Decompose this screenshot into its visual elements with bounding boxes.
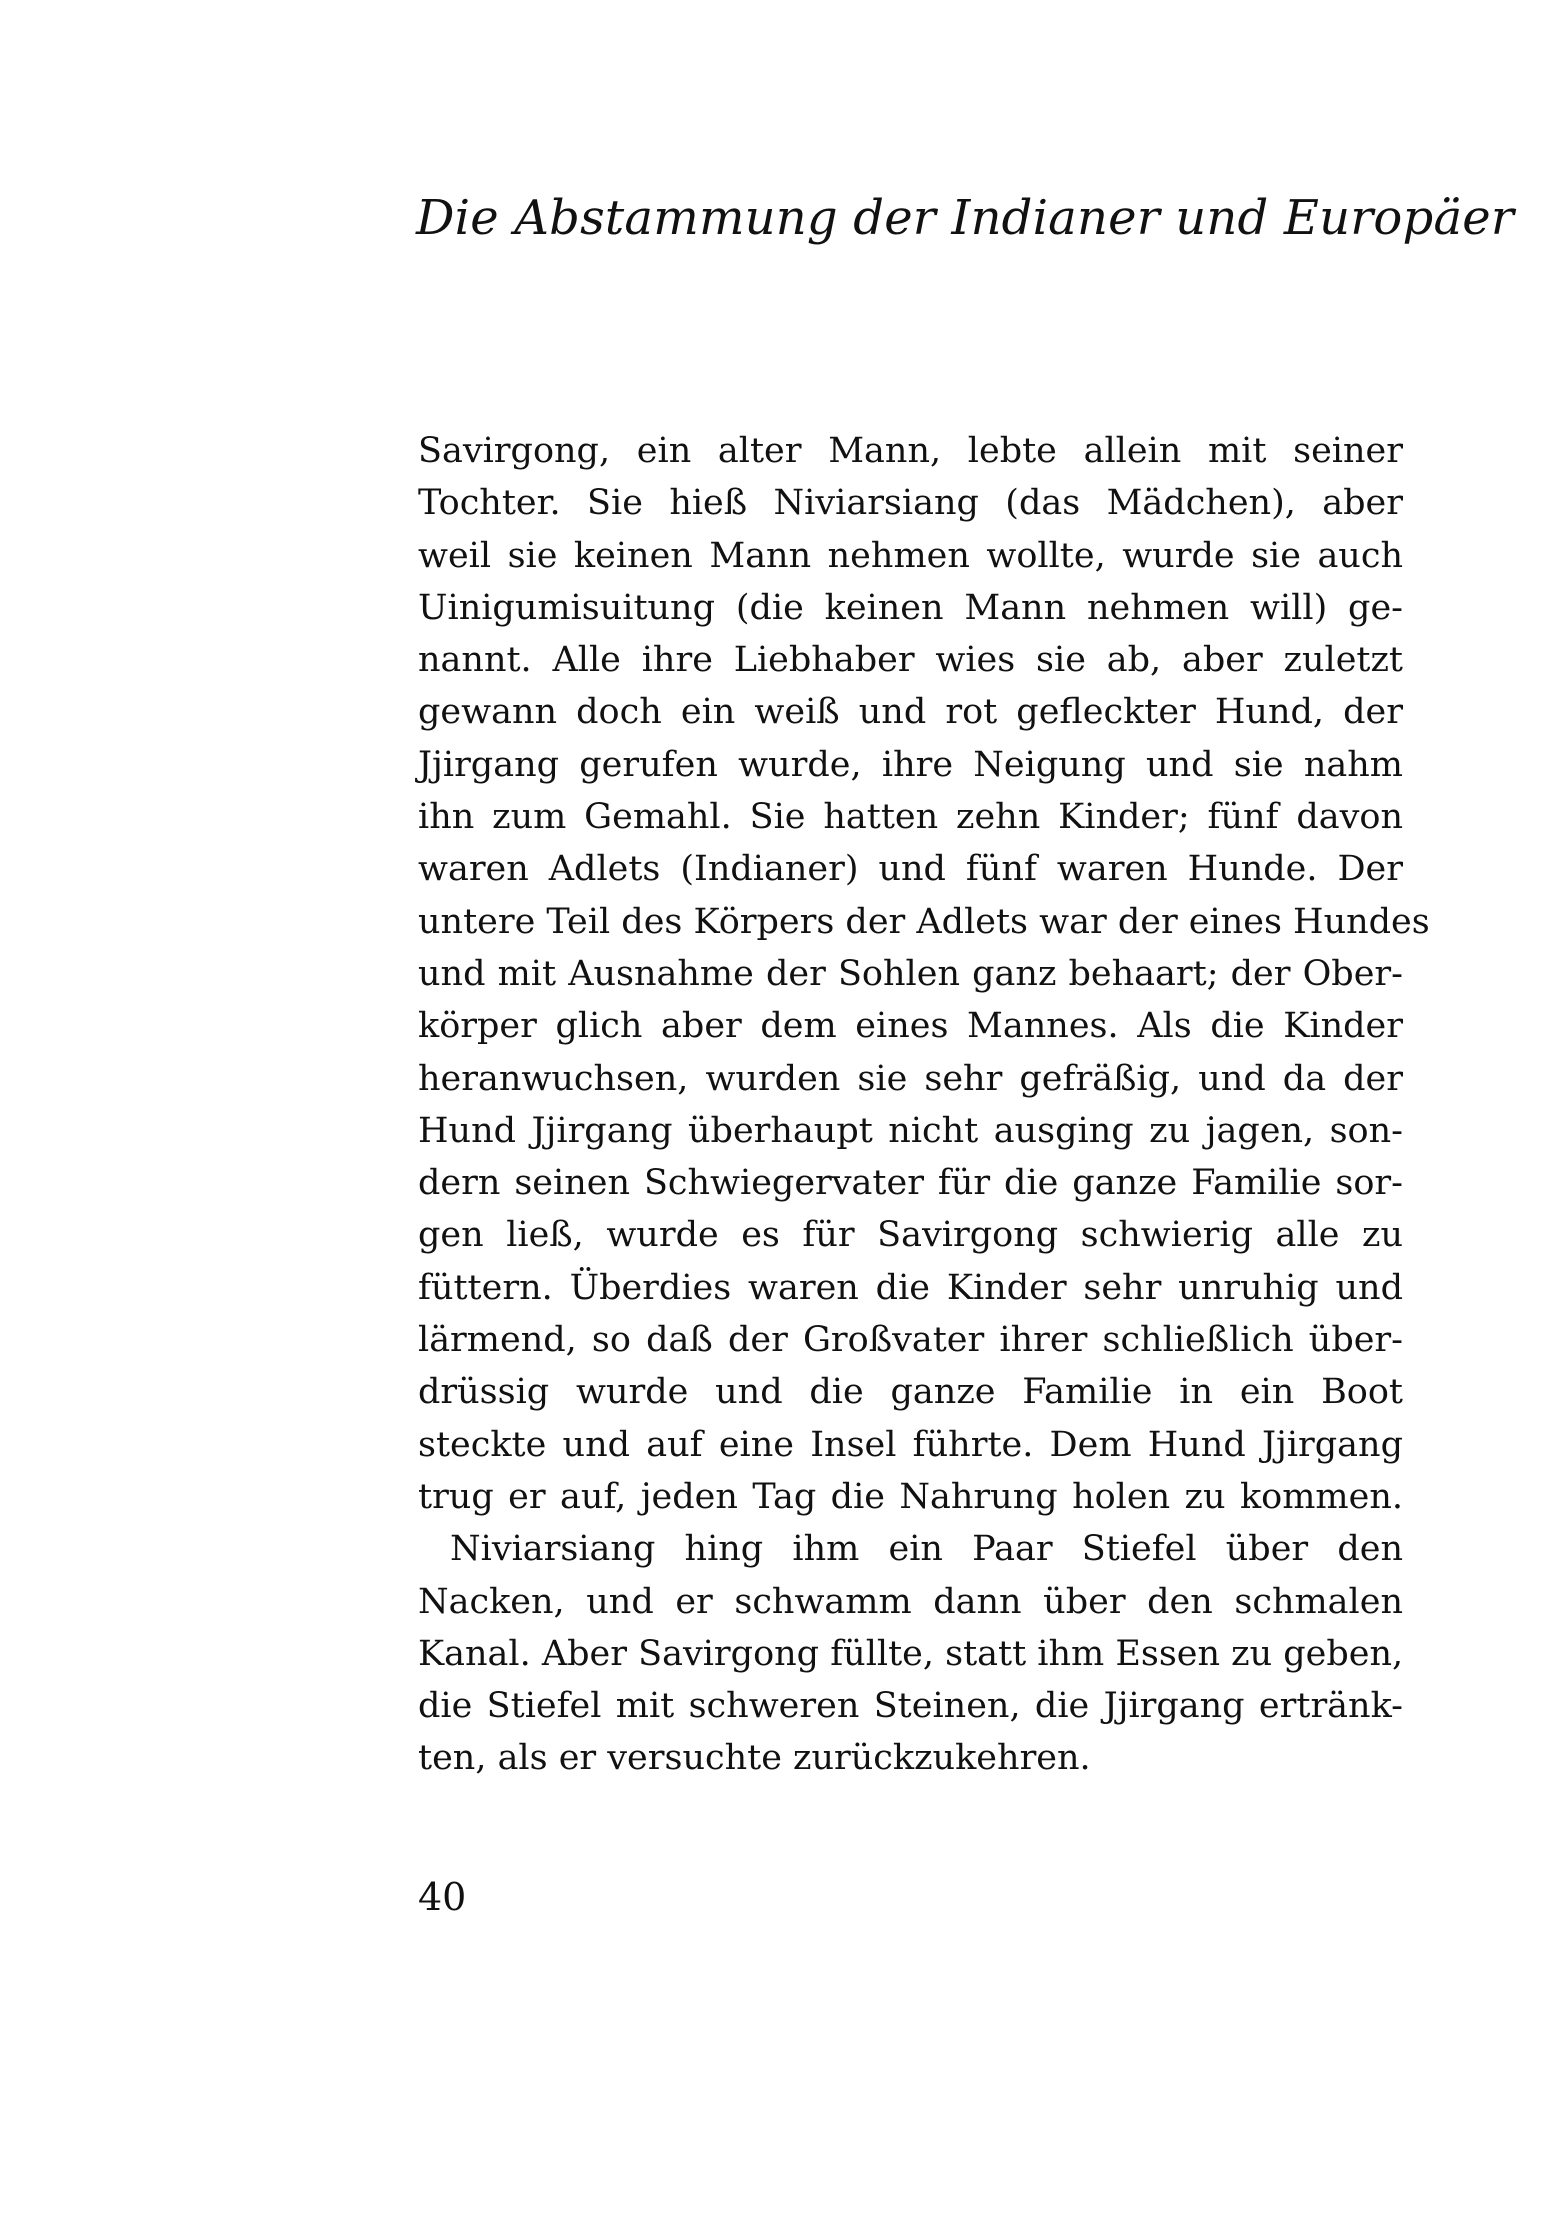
text-line: drüssig wurde und die ganze Familie in ein Boot (418, 1372, 1403, 1413)
text-line: heranwuchsen, wurden sie sehr gefräßig, und da der (418, 1058, 1403, 1099)
text-line: Hund Jjirgang überhaupt nicht ausging zu jagen, son- (418, 1110, 1403, 1151)
text-line: Savirgong, ein alter Mann, lebte allein mit seiner (418, 431, 1403, 471)
text-line: körper glich aber dem eines Mannes. Als die Kinder (418, 1006, 1403, 1047)
text-line: ten, als er versuchte zurückzukehren. (418, 1738, 1091, 1779)
text-line: Tochter. Sie hieß Niviarsiang (das Mädchen), aber (418, 483, 1403, 524)
text-line: untere Teil des Körpers der Adlets war der eines Hundes (418, 901, 1430, 942)
text-line: ihn zum Gemahl. Sie hatten zehn Kinder; fünf davon (418, 797, 1403, 838)
text-line: und mit Ausnahme der Sohlen ganz behaart; der Ober- (418, 953, 1403, 994)
text-line: Jjirgang gerufen wurde, ihre Neigung und sie nahm (418, 744, 1403, 785)
text-line: dern seinen Schwiegervater für die ganze Familie sor- (418, 1163, 1403, 1204)
text-line: waren Adlets (Indianer) und fünf waren Hunde. Der (418, 849, 1403, 890)
text-line: Uinigumisuitung (die keinen Mann nehmen will) ge- (418, 587, 1403, 628)
running-title: Die Abstammung der Indianer und Europäer (416, 190, 1515, 246)
text-line: gen ließ, wurde es für Savirgong schwierig alle zu (418, 1215, 1403, 1256)
text-line: die Stiefel mit schweren Steinen, die Jjirgang ertränk- (418, 1686, 1403, 1727)
text-line: steckte und auf eine Insel führte. Dem Hund Jjirgang (418, 1424, 1403, 1465)
body-text (418, 425, 1430, 1785)
text-line: trug er auf, jeden Tag die Nahrung holen zu kommen. (418, 1476, 1403, 1517)
text-line: nannt. Alle ihre Liebhaber wies sie ab, aber zuletzt (418, 640, 1403, 681)
text-line: lärmend, so daß der Großvater ihrer schließlich über- (418, 1320, 1403, 1361)
text-line: Kanal. Aber Savirgong füllte, statt ihm Essen zu geben, (418, 1633, 1404, 1674)
page-number: 40 (418, 1875, 467, 1919)
text-line: gewann doch ein weiß und rot gefleckter Hund, der (418, 692, 1403, 733)
text-line: füttern. Überdies waren die Kinder sehr unruhig und (418, 1267, 1403, 1308)
text-line: weil sie keinen Mann nehmen wollte, wurde sie auch (418, 535, 1403, 576)
text-line: Nacken, und er schwamm dann über den schmalen (418, 1581, 1403, 1622)
text-line: Niviarsiang hing ihm ein Paar Stiefel über den (450, 1529, 1403, 1570)
